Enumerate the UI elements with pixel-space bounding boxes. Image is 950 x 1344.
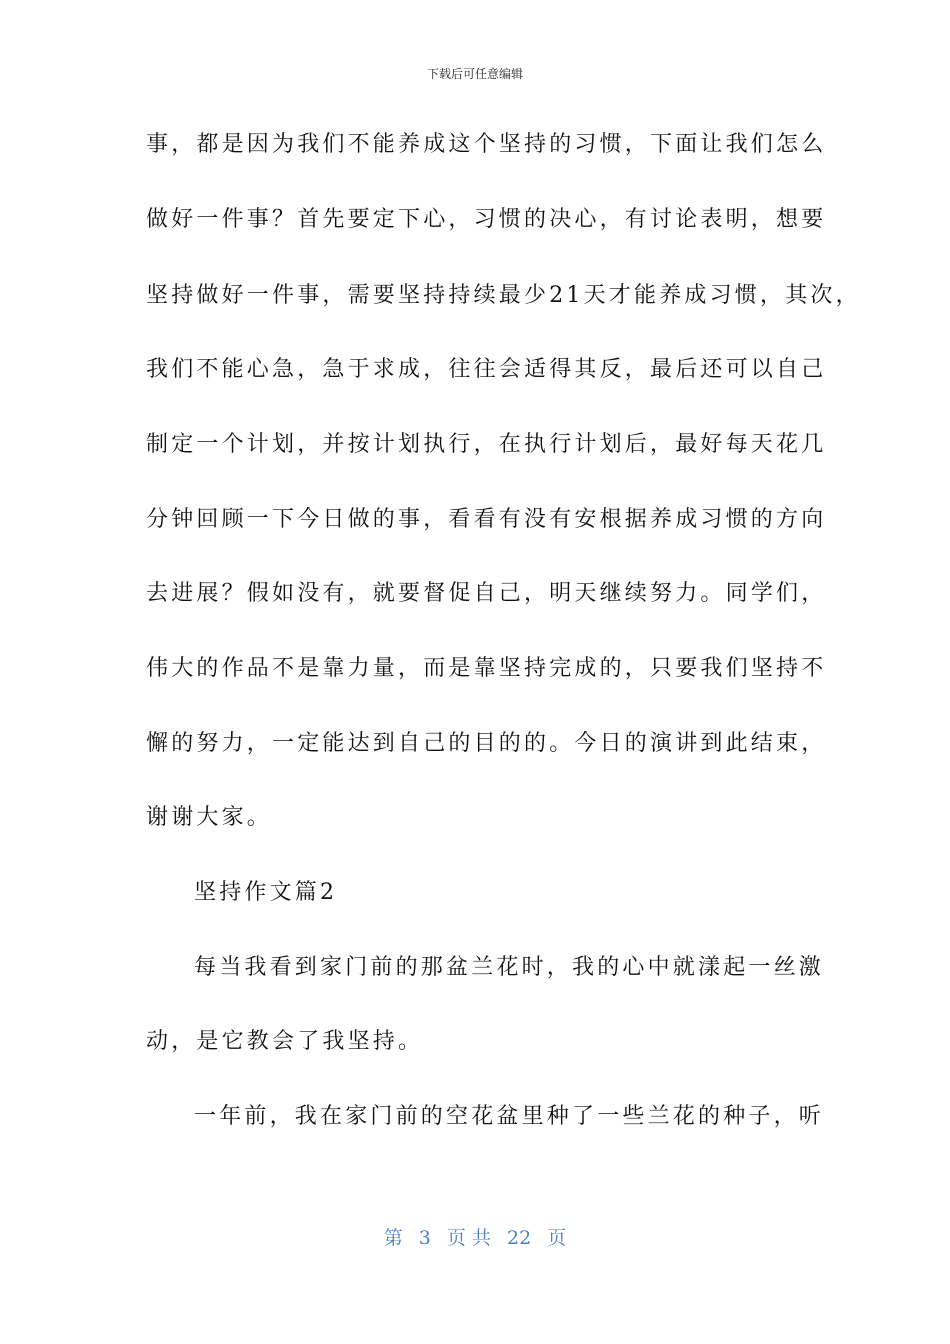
section-heading: 坚持作文篇2	[194, 880, 338, 905]
body-line-13: 动，是它教会了我坚持。	[146, 1029, 424, 1054]
body-line-2: 做好一件事？首先要定下心，习惯的决心，有讨论表明，想要	[146, 207, 827, 232]
body-line-4: 我们不能心急，急于求成，往往会适得其反，最后还可以自己	[146, 357, 827, 382]
page-header: 下载后可任意编辑	[426, 67, 523, 81]
body-line-9: 懈的努力，一定能达到自己的目的的。今日的演讲到此结束，	[146, 731, 827, 756]
footer-total-pages: 22	[507, 1227, 532, 1249]
body-line-7: 去进展？假如没有，就要督促自己，明天继续努力。同学们，	[146, 581, 827, 606]
body-line-6: 分钟回顾一下今日做的事，看看有没有安根据养成习惯的方向	[146, 507, 827, 532]
body-line-3: 坚持做好一件事，需要坚持持续最少21天才能养成习惯，其次，	[146, 283, 861, 308]
body-line-10: 谢谢大家。	[146, 805, 273, 830]
body-line-8: 伟大的作品不是靠力量，而是靠坚持完成的，只要我们坚持不	[146, 656, 827, 681]
page-footer	[0, 1225, 950, 1251]
footer-suffix: 页	[547, 1227, 567, 1249]
body-line-5: 制定一个计划，并按计划执行，在执行计划后，最好每天花几	[146, 432, 827, 457]
body-line-12: 每当我看到家门前的那盆兰花时，我的心中就漾起一丝激	[194, 955, 825, 980]
body-line-14: 一年前，我在家门前的空花盆里种了一些兰花的种子，听	[194, 1104, 825, 1129]
footer-middle: 页 共	[446, 1227, 491, 1249]
body-line-1: 事，都是因为我们不能养成这个坚持的习惯，下面让我们怎么	[146, 132, 827, 157]
footer-current-page: 3	[418, 1227, 431, 1249]
footer-prefix: 第	[383, 1227, 403, 1249]
